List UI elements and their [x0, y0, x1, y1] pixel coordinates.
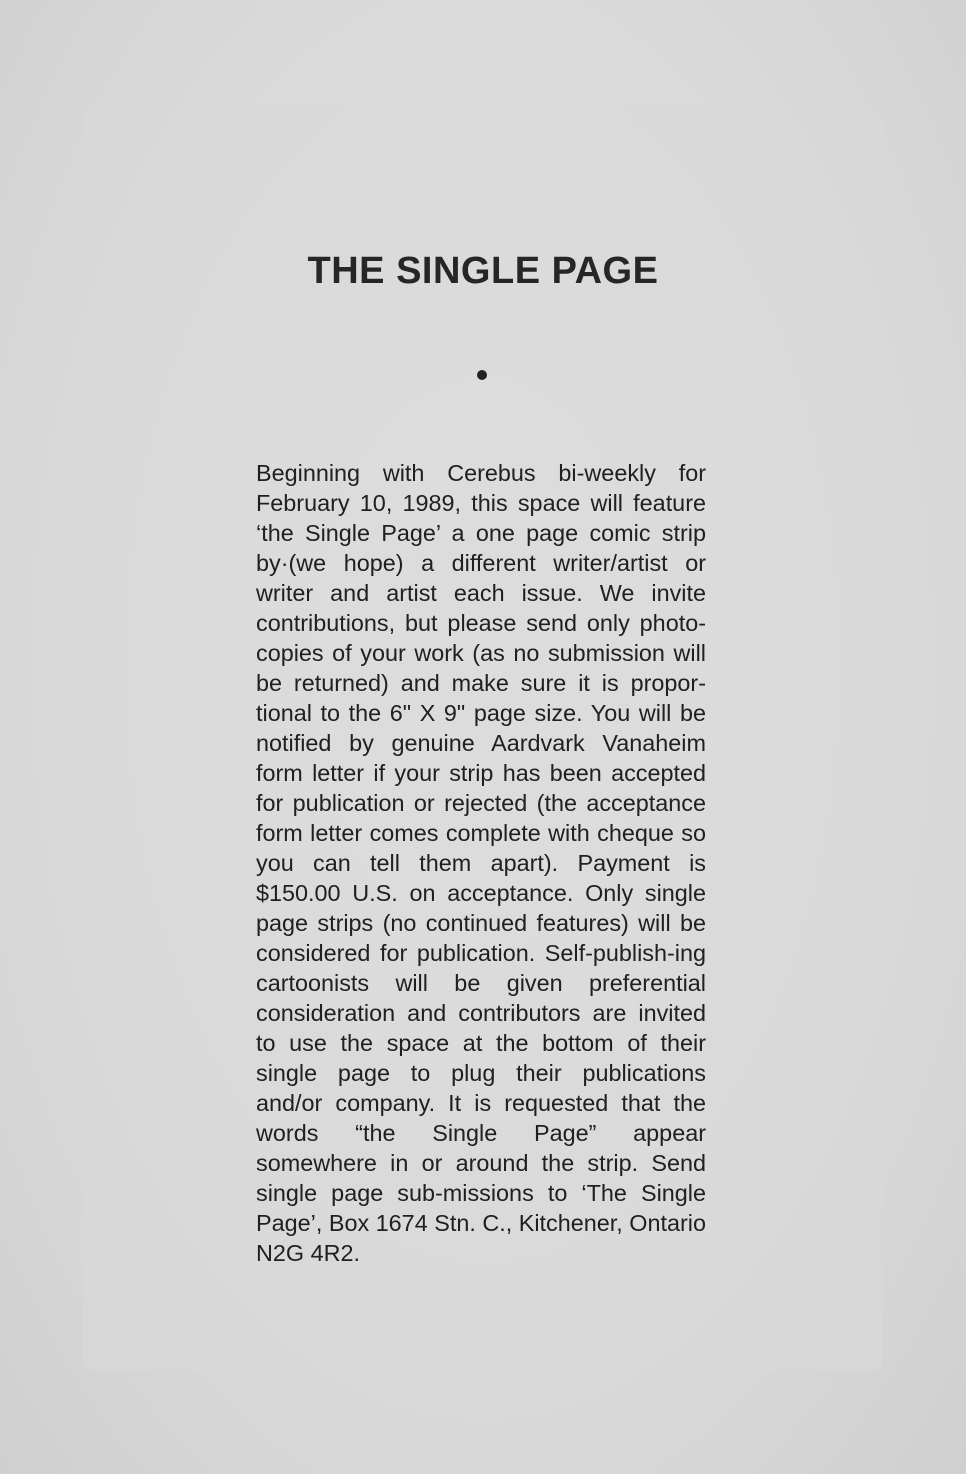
bullet-separator-icon: [477, 370, 487, 380]
page-title: THE SINGLE PAGE: [307, 250, 659, 292]
announcement-body-text: Beginning with Cerebus bi-weekly for February 10, 1989, this space will feature ‘the Single Page’ a one page comic strip by·(we hope) a different writer/artist or writer and artist each issue. We invite contributions, but please send only photo-copies of your work (as no submission will be returned) and make sure it is propor-tional to the 6" X 9" page size. You will be notified by genuine Aardvark Vanaheim form letter if your strip has been accepted for publication or rejected (the acceptance form letter comes complete with cheque so you can tell them apart). Payment is $150.00 U.S. on acceptance. Only single page strips (no continued features) will be considered for publication. Self-publish-ing cartoonists will be given preferential consideration and contributors are invited to use the space at the bottom of their single page to plug their publications and/or company. It is requested that the words “the Single Page” appear somewhere in or around the strip. Send single page sub-missions to ‘The Single Page’, Box 1674 Stn. C., Kitchener, Ontario N2G 4R2.: [256, 460, 706, 1266]
